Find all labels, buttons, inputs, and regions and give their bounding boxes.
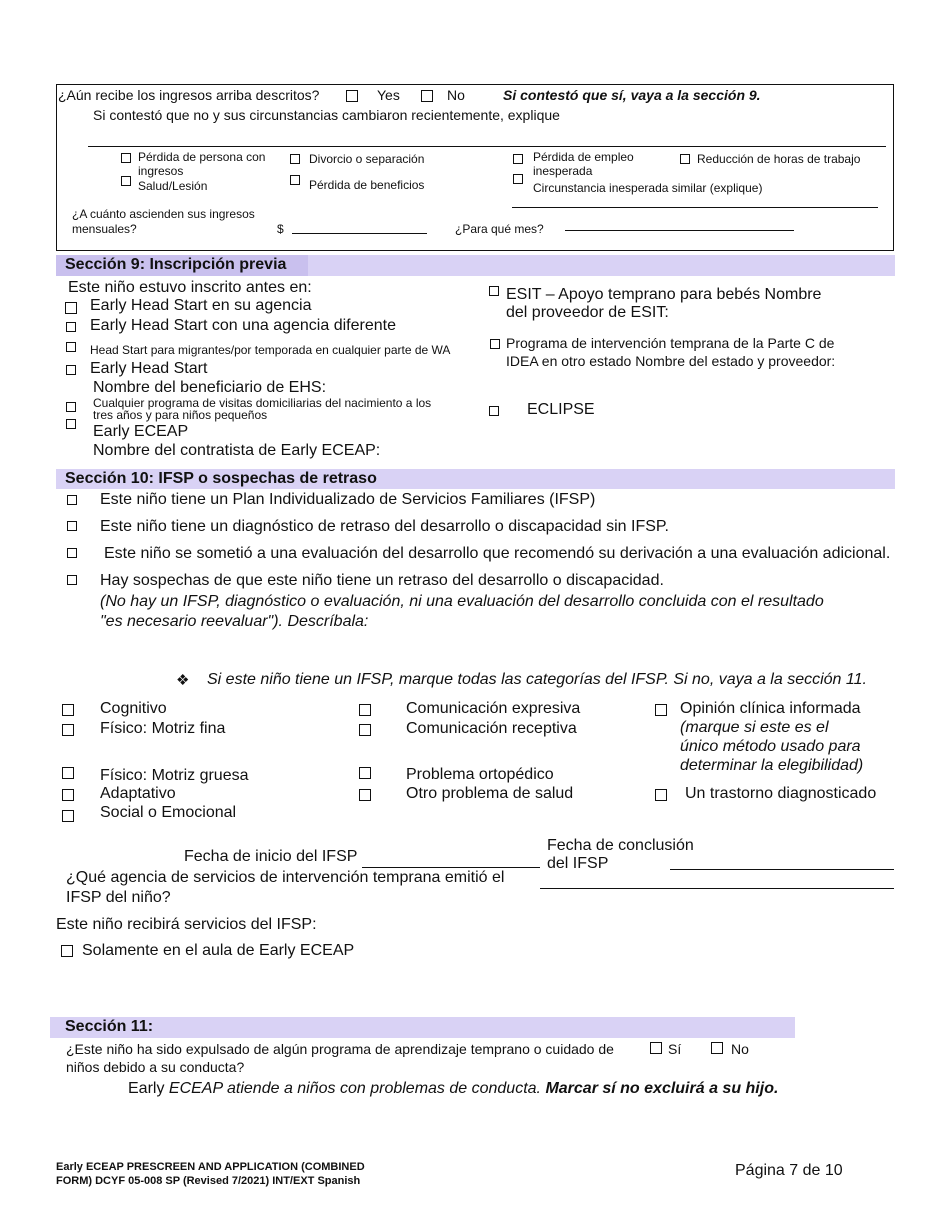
gross-motor-checkbox[interactable] bbox=[62, 767, 74, 779]
diagnosis-checkbox[interactable] bbox=[67, 521, 77, 531]
expulsion-yes-checkbox[interactable] bbox=[650, 1042, 662, 1054]
expressive-checkbox[interactable] bbox=[359, 704, 371, 716]
benefits-checkbox[interactable] bbox=[290, 175, 300, 185]
esit-label-1: ESIT – Apoyo temprano para bebés Nombre bbox=[506, 286, 822, 303]
divorce-checkbox[interactable] bbox=[290, 154, 300, 164]
suspected-note-1: (No hay un IFSP, diagnóstico o evaluación, ni una evaluación del desarrollo concluida con el resultado bbox=[100, 593, 824, 610]
hours-label: Reducción de horas de trabajo bbox=[697, 152, 861, 166]
expressive-label: Comunicación expresiva bbox=[406, 700, 581, 717]
classroom-only-checkbox[interactable] bbox=[61, 945, 73, 957]
eclipse-label: ECLIPSE bbox=[527, 401, 595, 418]
hs-migrant-checkbox[interactable] bbox=[66, 342, 76, 352]
ehs-other-checkbox[interactable] bbox=[66, 322, 76, 332]
orthopedic-checkbox[interactable] bbox=[359, 767, 371, 779]
ifsp-label: Este niño tiene un Plan Individualizado de Servicios Familiares (IFSP) bbox=[100, 491, 596, 508]
similar-label: Circunstancia inesperada similar (explique) bbox=[533, 181, 763, 195]
divorce-label: Divorcio o separación bbox=[309, 152, 425, 166]
income-yes-label: Yes bbox=[377, 87, 400, 103]
footer-form-1: Early ECEAP PRESCREEN AND APPLICATION (COMBINED bbox=[56, 1161, 365, 1173]
clinical-opinion-checkbox[interactable] bbox=[655, 704, 667, 716]
receptive-checkbox[interactable] bbox=[359, 724, 371, 736]
agency-question-1: ¿Qué agencia de servicios de intervención temprana emitió el bbox=[66, 869, 505, 886]
income-no-checkbox[interactable] bbox=[421, 90, 433, 102]
health-checkbox[interactable] bbox=[121, 176, 131, 186]
month-q: ¿Para qué mes? bbox=[455, 222, 544, 236]
idea-label-1: Programa de intervención temprana de la Parte C de bbox=[506, 335, 835, 351]
receptive-label: Comunicación receptiva bbox=[406, 720, 577, 737]
ifsp-end-input[interactable] bbox=[670, 869, 894, 870]
ifsp-start-label: Fecha de inicio del IFSP bbox=[184, 848, 358, 865]
page-number: Página 7 de 10 bbox=[735, 1162, 843, 1179]
expulsion-question-1: ¿Este niño ha sido expulsado de algún programa de aprendizaje temprano o cuidado de bbox=[66, 1041, 614, 1057]
diagnosis-label: Este niño tiene un diagnóstico de retraso del desarrollo o discapacidad sin IFSP. bbox=[100, 518, 669, 535]
loss-person-label-2: ingresos bbox=[138, 164, 184, 178]
clinical-opinion-label: Opinión clínica informada bbox=[680, 700, 861, 717]
job-loss-label-2: inesperada bbox=[533, 164, 593, 178]
evaluation-label: Este niño se sometió a una evaluación del desarrollo que recomendó su derivación a una evaluación adicional. bbox=[104, 545, 891, 562]
ifsp-end-label-1: Fecha de conclusión bbox=[547, 837, 694, 854]
other-health-label: Otro problema de salud bbox=[406, 785, 574, 802]
suspected-checkbox[interactable] bbox=[67, 575, 77, 585]
ifsp-checkbox[interactable] bbox=[67, 495, 77, 505]
agency-question-2: IFSP del niño? bbox=[66, 889, 171, 906]
behavior-note-bold: Marcar sí no excluirá a su hijo. bbox=[545, 1080, 779, 1097]
classroom-only-label: Solamente en el aula de Early ECEAP bbox=[82, 942, 355, 959]
health-label: Salud/Lesión bbox=[138, 179, 208, 193]
suspected-note-2: "es necesario reevaluar"). Descríbala: bbox=[100, 613, 369, 630]
cognitive-checkbox[interactable] bbox=[62, 704, 74, 716]
eclipse-checkbox[interactable] bbox=[489, 406, 499, 416]
home-visit-label-2: tres años y para niños pequeños bbox=[93, 408, 268, 422]
fine-motor-label: Físico: Motriz fina bbox=[100, 720, 226, 737]
ehs-checkbox[interactable] bbox=[66, 365, 76, 375]
month-input[interactable] bbox=[565, 230, 794, 231]
suspected-label: Hay sospechas de que este niño tiene un retraso del desarrollo o discapacidad. bbox=[100, 572, 664, 589]
benefits-label: Pérdida de beneficios bbox=[309, 178, 425, 192]
idea-label-2: IDEA en otro estado Nombre del estado y proveedor: bbox=[506, 353, 836, 369]
ehs-agency-checkbox[interactable] bbox=[65, 302, 77, 314]
job-loss-checkbox[interactable] bbox=[513, 154, 523, 164]
expulsion-question-2: niños debido a su conducta? bbox=[66, 1059, 245, 1075]
home-visit-checkbox[interactable] bbox=[66, 402, 76, 412]
adaptive-label: Adaptativo bbox=[100, 785, 176, 802]
clinical-opinion-note-2: único método usado para bbox=[680, 738, 861, 755]
diagnosed-disorder-checkbox[interactable] bbox=[655, 789, 667, 801]
hs-migrant-label: Head Start para migrantes/por temporada en cualquier parte de WA bbox=[90, 343, 451, 357]
home-visit-label-1: Cualquier programa de visitas domiciliarias del nacimiento a los bbox=[93, 396, 432, 410]
esit-checkbox[interactable] bbox=[489, 286, 499, 296]
section10-title: Sección 10: IFSP o sospechas de retraso bbox=[65, 470, 377, 487]
esit-label-2: del proveedor de ESIT: bbox=[506, 304, 669, 321]
gross-motor-label: Físico: Motriz gruesa bbox=[100, 767, 249, 784]
social-emotional-label: Social o Emocional bbox=[100, 804, 237, 821]
hours-checkbox[interactable] bbox=[680, 154, 690, 164]
other-health-checkbox[interactable] bbox=[359, 789, 371, 801]
income-amount-q-1: ¿A cuánto ascienden sus ingresos bbox=[72, 207, 255, 221]
early-eceap-label: Early ECEAP bbox=[93, 423, 189, 440]
similar-checkbox[interactable] bbox=[513, 174, 523, 184]
cognitive-label: Cognitivo bbox=[100, 700, 167, 717]
ehs-label: Early Head Start bbox=[90, 360, 208, 377]
ifsp-end-label-2: del IFSP bbox=[547, 855, 609, 872]
explain-line[interactable] bbox=[88, 146, 886, 147]
behavior-note-plain: Early bbox=[128, 1080, 169, 1097]
section11-title: Sección 11: bbox=[65, 1018, 154, 1035]
orthopedic-label: Problema ortopédico bbox=[406, 766, 554, 783]
job-loss-label-1: Pérdida de empleo bbox=[533, 150, 634, 164]
expulsion-yes-label: Sí bbox=[668, 1041, 682, 1057]
similar-explain-line[interactable] bbox=[512, 207, 878, 208]
income-question: ¿Aún recibe los ingresos arriba descritos? bbox=[58, 87, 320, 103]
eceap-contractor-label: Nombre del contratista de Early ECEAP: bbox=[93, 442, 381, 459]
diagnosed-disorder-label: Un trastorno diagnosticado bbox=[685, 785, 877, 802]
income-amount-input[interactable] bbox=[292, 233, 427, 234]
adaptive-checkbox[interactable] bbox=[62, 789, 74, 801]
ifsp-instruction: Si este niño tiene un IFSP, marque todas las categorías del IFSP. Si no, vaya a la sección 11. bbox=[207, 671, 867, 688]
expulsion-no-checkbox[interactable] bbox=[711, 1042, 723, 1054]
section9-title: Sección 9: Inscripción previa bbox=[65, 256, 287, 273]
loss-person-label-1: Pérdida de persona con bbox=[138, 150, 266, 164]
ehs-grantee-label: Nombre del beneficiario de EHS: bbox=[93, 379, 327, 396]
section11-band bbox=[50, 1017, 795, 1038]
expulsion-no-label: No bbox=[731, 1041, 749, 1057]
dollar-sign: $ bbox=[277, 222, 284, 236]
income-yes-checkbox[interactable] bbox=[346, 90, 358, 102]
evaluation-checkbox[interactable] bbox=[67, 548, 77, 558]
clinical-opinion-note-1: (marque si este es el bbox=[680, 719, 829, 736]
diamond-bullet-icon: ❖ bbox=[176, 672, 190, 689]
social-emotional-checkbox[interactable] bbox=[62, 810, 74, 822]
income-if-yes: Si contestó que sí, vaya a la sección 9. bbox=[503, 87, 761, 103]
prior-enroll-intro: Este niño estuvo inscrito antes en: bbox=[68, 279, 312, 296]
ifsp-start-input[interactable] bbox=[362, 867, 540, 868]
loss-person-checkbox[interactable] bbox=[121, 153, 131, 163]
fine-motor-checkbox[interactable] bbox=[62, 724, 74, 736]
income-no-label: No bbox=[447, 87, 465, 103]
ehs-agency-label: Early Head Start en su agencia bbox=[90, 297, 312, 314]
clinical-opinion-note-3: determinar la elegibilidad) bbox=[680, 757, 864, 774]
early-eceap-checkbox[interactable] bbox=[66, 419, 76, 429]
footer-form-2: FORM) DCYF 05-008 SP (Revised 7/2021) INT/EXT Spanish bbox=[56, 1175, 361, 1187]
services-question: Este niño recibirá servicios del IFSP: bbox=[56, 916, 317, 933]
ehs-other-label: Early Head Start con una agencia diferente bbox=[90, 317, 396, 334]
agency-input[interactable] bbox=[540, 888, 894, 889]
idea-checkbox[interactable] bbox=[490, 339, 500, 349]
income-amount-q-2: mensuales? bbox=[72, 222, 137, 236]
behavior-note-italic: ECEAP atiende a niños con problemas de conducta. bbox=[168, 1080, 546, 1097]
income-if-no: Si contestó que no y sus circunstancias cambiaron recientemente, explique bbox=[93, 107, 560, 123]
behavior-note bbox=[128, 1080, 778, 1098]
